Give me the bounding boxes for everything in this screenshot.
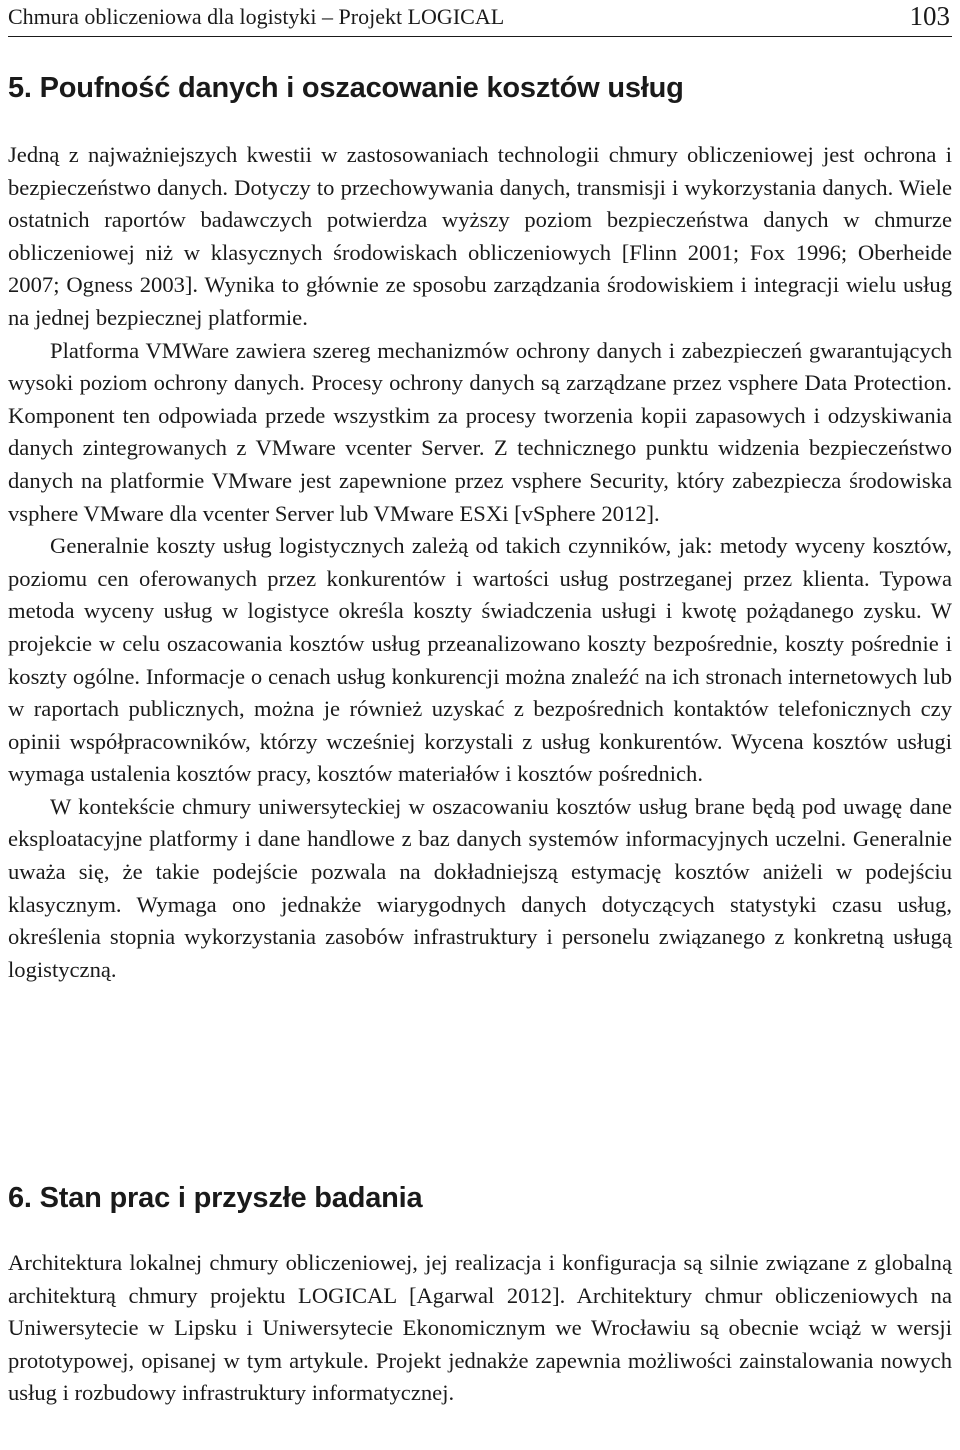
section-body <box>8 139 952 986</box>
paragraph: Generalnie koszty usług logistycznych zależą od takich czynników, jak: metody wyceny kosztów, poziomu cen oferowanych przez konkurentów i wartości usług postrzeganej przez klienta. Typowa metoda wyceny usług w logistyce określa koszty świadczenia usługi i kwotę pożądanego zysku. W projekcie w celu oszacowania kosztów usług przeanalizowano koszty bezpośrednie, koszty pośrednie i koszty ogólne. Informacje o cenach usług konkurencji można znaleźć na ich stronach internetowych lub w raportach publicznych, można je również uzyskać z bezpośrednich kontaktów telefonicznych czy opinii współpracowników, którzy wcześniej korzystali z usług konkurentów. Wycena kosztów usługi wymaga ustalenia kosztów pracy, kosztów materiałów i kosztów pośrednich. <box>8 533 952 787</box>
section-heading: 6. Stan prac i przyszłe badania <box>8 1182 423 1214</box>
page-number: 103 <box>909 1 950 31</box>
running-header <box>8 0 952 37</box>
paragraph: Platforma VMWare zawiera szereg mechanizmów ochrony danych i zabezpieczeń gwarantujących wysoki poziom ochrony danych. Procesy ochrony danych są zarządzane przez vsphere Data Protection. Komponent ten odpowiada przede wszystkim za procesy tworzenia kopii zapasowych i odzyskiwania danych zintegrowanych z VMware vcenter Server. Z technicznego punktu widzenia bezpieczeństwo danych na platformie VMware jest zapewnione przez vsphere Security, który zabezpiecza środowiska vsphere VMware dla vcenter Server lub VMware ESXi [vSphere 2012]. <box>8 337 952 526</box>
running-title: Chmura obliczeniowa dla logistyki – Projekt LOGICAL <box>8 4 505 29</box>
section-body <box>8 1247 952 1410</box>
paragraph: W kontekście chmury uniwersyteckiej w oszacowaniu kosztów usług brane będą pod uwagę dane eksploatacyjne platformy i dane handlowe z baz danych systemów informacyjnych uczelni. Generalnie uważa się, że takie podejście pozwala na dokładniejszą estymację kosztów aniżeli w podejściu klasycznym. Wymaga ono jednakże wiarygodnych danych dotyczących statystyki czasu usług, określenia stopnia wykorzystania zasobów infrastruktury i personelu związanego z konkretną usługą logistyczną. <box>8 793 952 982</box>
paragraph: Architektura lokalnej chmury obliczeniowej, jej realizacja i konfiguracja są silnie związane z globalną architekturą chmury projektu LOGICAL [Agarwal 2012]. Architektury chmur obliczeniowych na Uniwersytecie w Lipsku i Uniwersytecie Ekonomicznym we Wrocławiu są obecnie wciąż w wersji prototypowej, opisanej w tym artykule. Projekt jednakże zapewnia możliwości zainstalowania nowych usług i rozbudowy infrastruktury informatycznej. <box>8 1250 952 1406</box>
section-heading: 5. Poufność danych i oszacowanie kosztów usług <box>8 72 684 104</box>
paragraph: Jedną z najważniejszych kwestii w zastosowaniach technologii chmury obliczeniowej jest ochrona i bezpieczeństwo danych. Dotyczy to przechowywania danych, transmisji i wykorzystania danych. Wiele ostatnich raportów badawczych potwierdza wyższy poziom bezpieczeństwa danych w chmurze obliczeniowej niż w klasycznych środowiskach obliczeniowych [Flinn 2001; Fox 1996; Oberheide 2007; Ogness 2003]. Wynika to głównie ze sposobu zarządzania środowiskiem i integracji wielu usług na jednej bezpiecznej platformie. <box>8 142 952 330</box>
